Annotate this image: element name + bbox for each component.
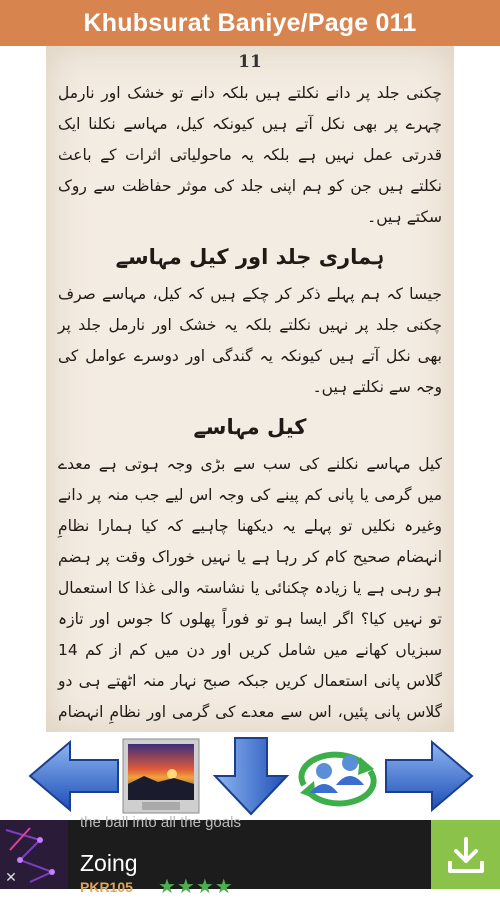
ad-price: PKR105 [80,879,133,895]
book-page [46,46,454,732]
paragraph: کیل مہاسے نکلنے کی سب سے بڑی وجہ ہوتی ہے معدے میں گرمی یا پانی کم پینے کی وجہ اس لیے جب منہ پر دانے وغیرہ نکلیں تو پہلے یہ دیکھنا چاہیے کہ کیا ہمارا نظامِ انہضام صحیح کام کر رہا ہے یا نہیں خوراک وقت پر ہضم ہو رہی ہے یا زیادہ چکنائی یا نشاستہ والی غذا کا استعمال تو نہیں کیا؟ اگر ایسا ہو تو فوراً پھلوں کا جوس اور تازہ سبزیاں کھانے میں شامل کریں اور دن میں کم از کم 14 گلاس پانی استعمال کریں جبکہ صبح نہار منہ اٹھتے ہی دو گلاس پانی پئیں، اس سے معدے کی گرمی اور نظامِ انہضام [58,455,442,721]
page-viewer[interactable] [0,46,500,732]
bottom-toolbar [0,732,500,820]
picture-icon [122,738,200,814]
download-icon [446,835,486,875]
arrow-left-icon [28,740,120,812]
page-text [58,78,442,829]
share-button[interactable] [294,736,380,816]
ad-title: Zoing [80,850,138,876]
app-title-bar [0,0,500,46]
close-ad-icon[interactable]: ✕ [5,870,17,886]
arrow-right-icon [384,740,474,812]
ad-rating-stars: ★★★★ [158,874,234,898]
gallery-button[interactable] [121,736,201,816]
ad-install-button[interactable] [431,820,500,889]
page-title: Khubsurat Baniye/Page 011 [83,8,417,37]
download-button[interactable] [213,736,289,816]
section-heading: کیل مہاسے [193,415,307,439]
section-heading: ہماری جلد اور کیل مہاسے [115,245,385,269]
paragraph: جیسا کہ ہم پہلے ذکر کر چکے ہیں کہ کیل، مہاسے صرف چکنی جلد پر نہیں نکلتے بلکہ یہ خشک اور نارمل جلد پر بھی نکل آتے ہیں کیونکہ یہ گندگی اور دوسرے عوامل کی وجہ سے نکلتے ہیں۔ [58,285,442,396]
ad-banner[interactable] [0,814,500,898]
previous-page-button[interactable] [28,736,120,816]
users-share-icon [294,741,380,811]
ad-tagline: the ball into all the goals [80,814,241,831]
arrow-down-icon [213,736,289,816]
paragraph: چکنی جلد پر دانے نکلتے ہیں بلکہ دانے تو خشک اور نارمل چہرے پر بھی نکل آتے ہیں کیونکہ کیل، مہاسے نکلنا ایک قدرتی عمل نہیں ہے بلکہ یہ ماحولیاتی اثرات کے باعث نکلتے ہیں جن کو ہم اپنی جلد کی موثر حفاظت سے روک سکتے ہیں۔ [58,84,442,226]
page-number: 11 [238,52,262,72]
next-page-button[interactable] [384,736,474,816]
